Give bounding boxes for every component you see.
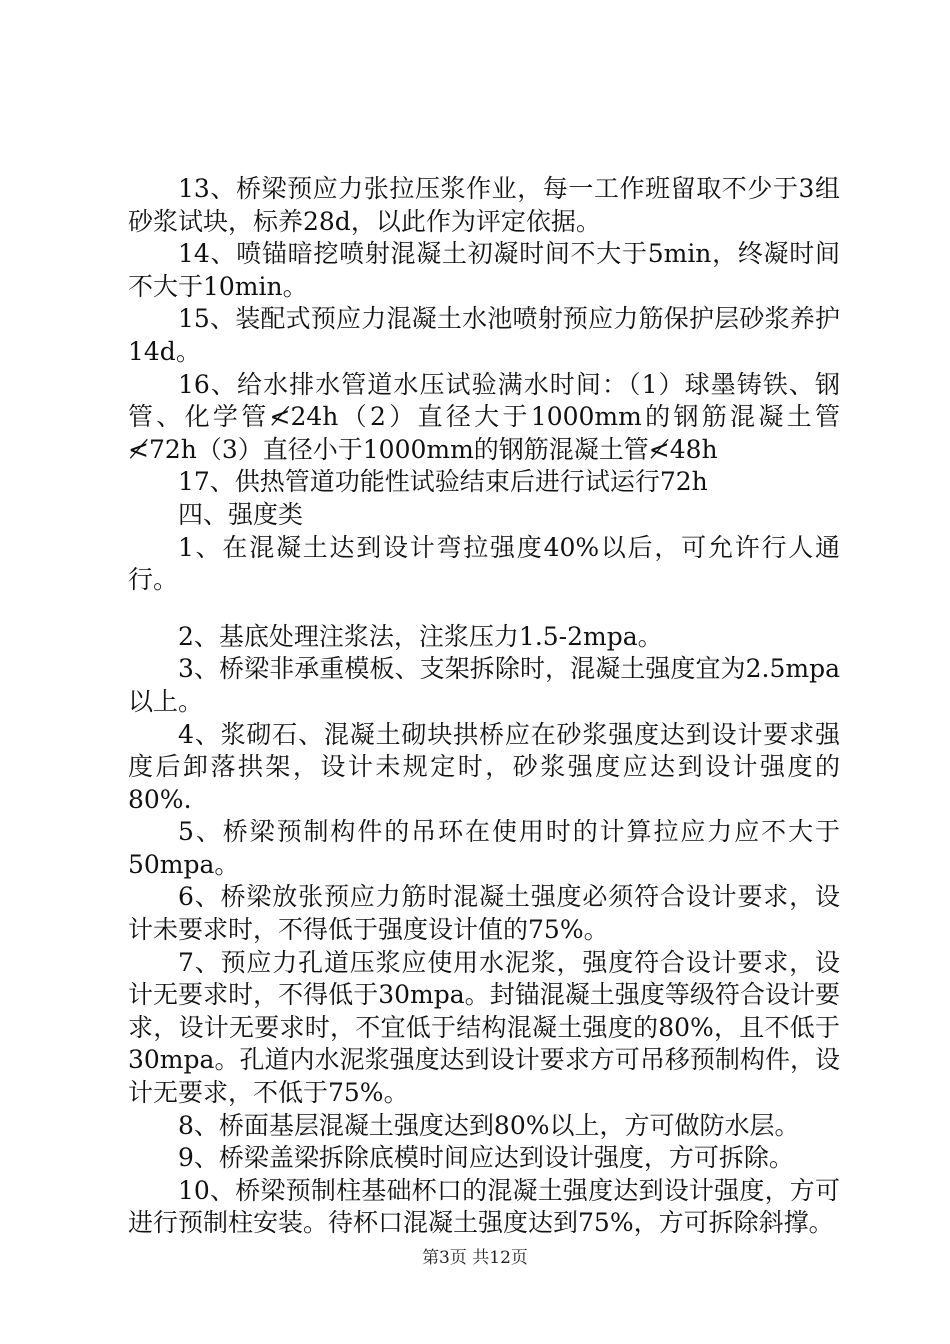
strength-item-4: 4、浆砌石、混凝土砌块拱桥应在砂浆强度达到设计要求强度后卸落拱架，设计未规定时，砂浆强度应达到设计强度的80%. — [128, 719, 840, 814]
paragraph-16: 16、给水排水管道水压试验满水时间：（1）球墨铸铁、钢管、化学管≮24h（2）直径大于1000mm的钢筋混凝土管≮72h（3）直径小于1000mm的钢筋混凝土管≮48h — [128, 369, 840, 464]
section-heading-strength: 四、强度类 — [178, 499, 304, 529]
paragraph-14: 14、喷锚暗挖喷射混凝土初凝时间不大于5min，终凝时间不大于10min。 — [128, 239, 840, 301]
strength-item-1: 1、在混凝土达到设计弯拉强度40%以后，可允许行人通行。 — [128, 532, 840, 595]
strength-item-2: 2、基底处理注浆法，注浆压力1.5-2mpa。 — [178, 621, 663, 651]
strength-item-9: 9、桥梁盖梁拆除底模时间应达到设计强度，方可拆除。 — [178, 1143, 794, 1173]
strength-item-8: 8、桥面基层混凝土强度达到80%以上，方可做防水层。 — [178, 1110, 800, 1140]
strength-item-6: 6、桥梁放张预应力筋时混凝土强度必须符合设计要求，设计未要求时，不得低于强度设计值的75%。 — [128, 882, 840, 945]
paragraph-13: 13、桥梁预应力张拉压浆作业，每一工作班留取不少于3组砂浆试块，标养28d，以此作为评定依据。 — [128, 174, 840, 236]
strength-item-5: 5、桥梁预制构件的吊环在使用时的计算拉应力应不大于50mpa。 — [128, 817, 840, 879]
strength-item-3: 3、桥梁非承重模板、支架拆除时，混凝土强度宜为2.5mpa以上。 — [128, 654, 840, 716]
document-body — [128, 173, 840, 1240]
strength-item-7: 7、预应力孔道压浆应使用水泥浆，强度符合设计要求，设计无要求时，不得低于30mpa。封锚混凝土强度等级符合设计要求，设计无要求时，不宜低于结构混凝土强度的80%，且不低于30mpa。孔道内水泥浆强度达到设计要求方可吊移预制构件，设计无要求，不低于75%。 — [128, 947, 840, 1108]
page-footer: 第3页 共12页 — [422, 1248, 528, 1268]
paragraph-17: 17、供热管道功能性试验结束后进行试运行72h — [178, 467, 708, 497]
paragraph-15: 15、装配式预应力混凝土水池喷射预应力筋保护层砂浆养护14d。 — [128, 304, 840, 366]
strength-item-10: 10、桥梁预制柱基础杯口的混凝土强度达到设计强度，方可进行预制柱安装。待杯口混凝土强度达到75%，方可拆除斜撑。 — [128, 1175, 840, 1238]
